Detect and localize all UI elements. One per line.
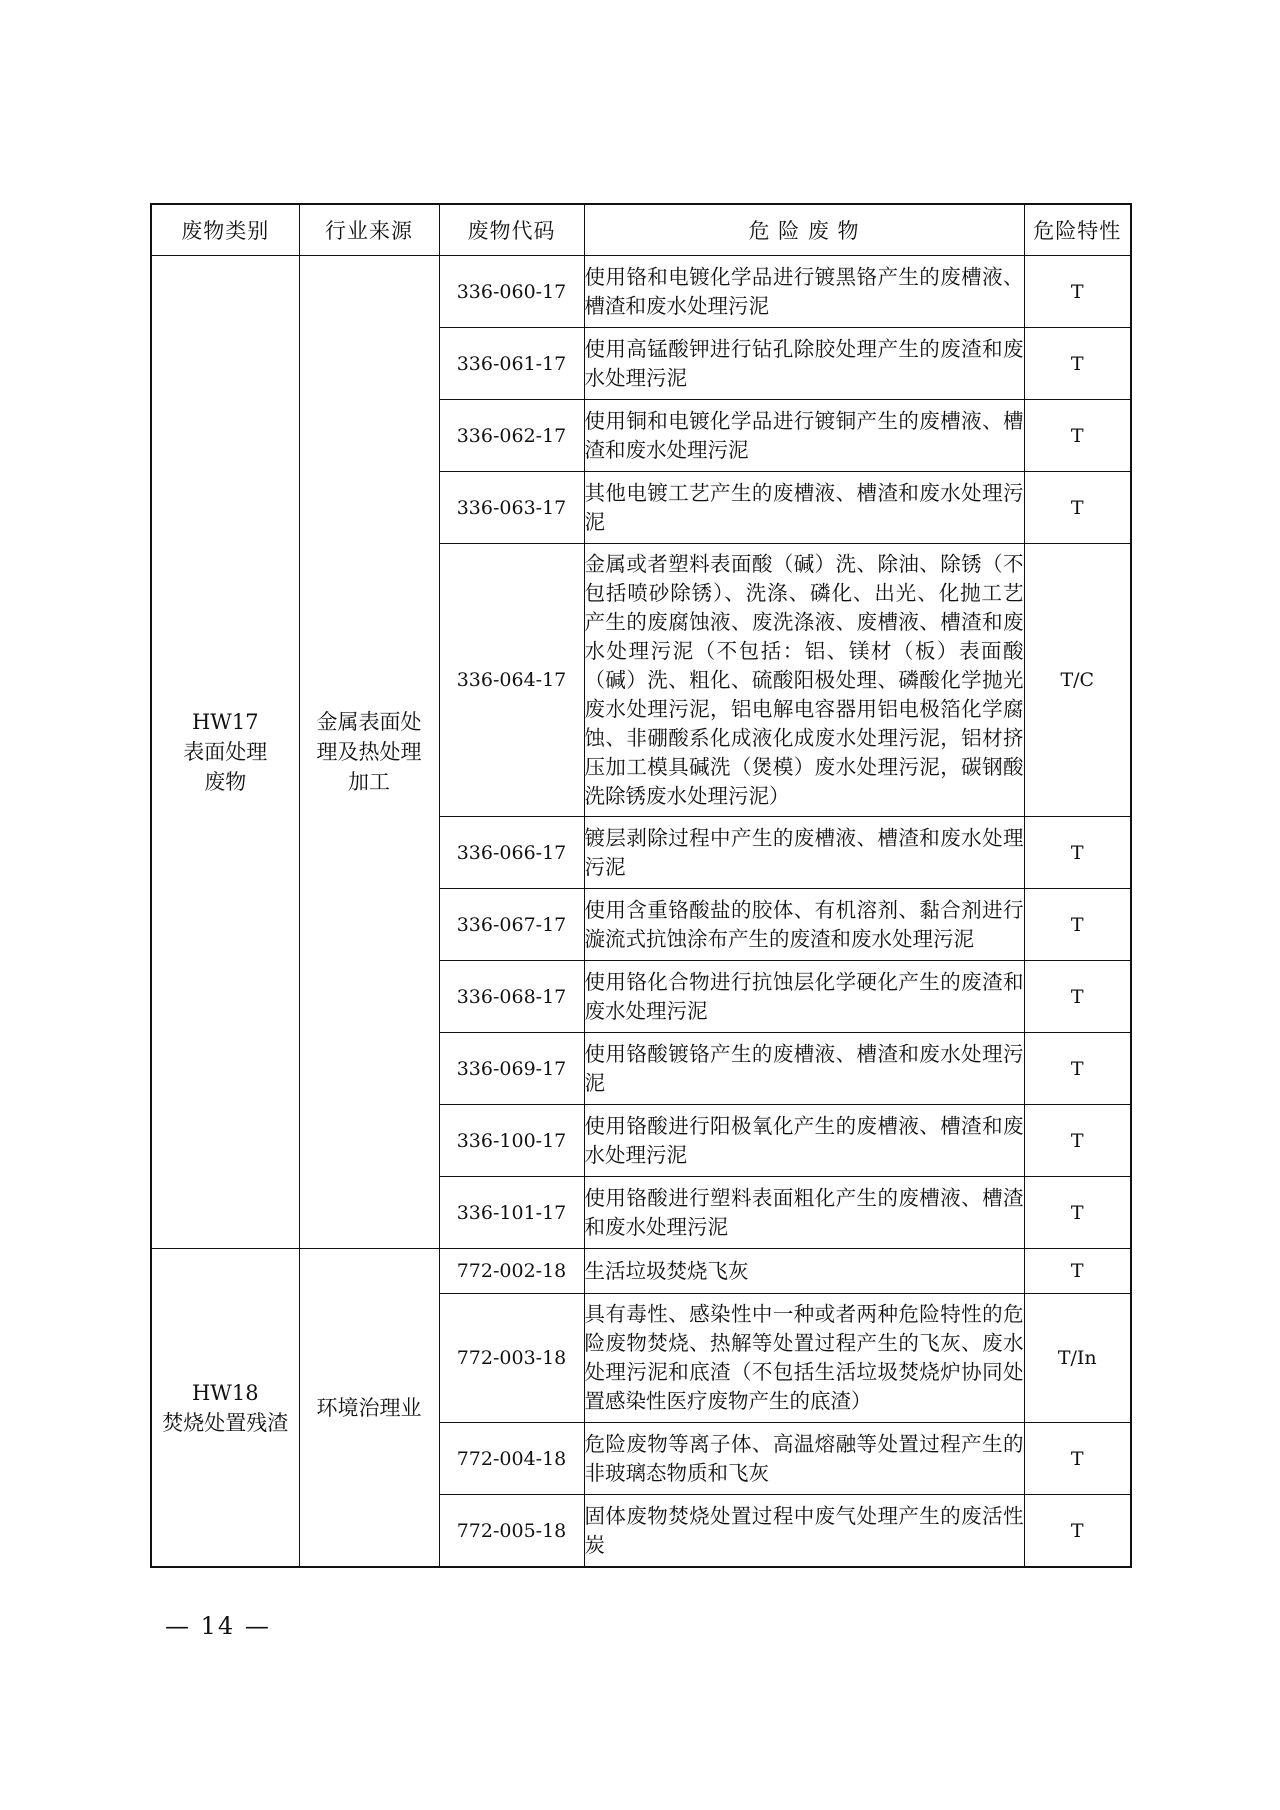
header-waste-code: 废物代码	[439, 204, 584, 256]
category-code: HW17	[191, 710, 259, 734]
waste-code: 336-067-17	[439, 889, 584, 961]
waste-code: 336-061-17	[439, 328, 584, 400]
header-waste-category: 废物类别	[151, 204, 299, 256]
waste-code: 336-068-17	[439, 961, 584, 1033]
page-number	[165, 1612, 271, 1640]
waste-description: 使用铬酸镀铬产生的废槽液、槽渣和废水处理污泥	[584, 1033, 1024, 1105]
hazard-property: T	[1024, 1177, 1131, 1249]
source-line: 金属表面处	[316, 710, 422, 734]
waste-description: 使用铬化合物进行抗蚀层化学硬化产生的废渣和废水处理污泥	[584, 961, 1024, 1033]
hazard-property: T	[1024, 328, 1131, 400]
waste-description: 金属或者塑料表面酸（碱）洗、除油、除锈（不包括喷砂除锈）、洗涤、磷化、出光、化抛工艺产生的废腐蚀液、废洗涤液、废槽液、槽渣和废水处理污泥（不包括：铝、镁材（板）表面酸（碱）洗、粗化、硫酸阳极处理、磷酸化学抛光废水处理污泥，铝电解电容器用铝电极箔化学腐蚀、非硼酸系化成液化成废水处理污泥，铝材挤压加工模具碱洗（煲模）废水处理污泥，碳钢酸洗除锈废水处理污泥）	[584, 544, 1024, 817]
waste-description: 镀层剥除过程中产生的废槽液、槽渣和废水处理污泥	[584, 817, 1024, 889]
source-line: 加工	[348, 770, 390, 794]
waste-code: 336-064-17	[439, 544, 584, 817]
source-line: 理及热处理	[316, 740, 422, 764]
waste-code: 336-062-17	[439, 400, 584, 472]
category-cell-hw18	[151, 1249, 299, 1568]
hazardous-waste-table	[150, 203, 1132, 1568]
waste-code: 772-004-18	[439, 1423, 584, 1495]
waste-description: 其他电镀工艺产生的废槽液、槽渣和废水处理污泥	[584, 472, 1024, 544]
hazard-property: T	[1024, 1495, 1131, 1568]
source-cell-environmental	[299, 1249, 439, 1568]
table-header-row	[151, 204, 1131, 256]
source-cell-metal-surface	[299, 256, 439, 1249]
table-row	[151, 256, 1131, 328]
waste-description: 使用铜和电镀化学品进行镀铜产生的废槽液、槽渣和废水处理污泥	[584, 400, 1024, 472]
hazard-property: T	[1024, 817, 1131, 889]
table-row	[151, 1249, 1131, 1294]
page-number-value: 14	[200, 1612, 236, 1640]
waste-code: 772-002-18	[439, 1249, 584, 1294]
hazard-property: T	[1024, 1105, 1131, 1177]
source-line: 环境治理业	[316, 1395, 422, 1420]
waste-description: 使用含重铬酸盐的胶体、有机溶剂、黏合剂进行漩流式抗蚀涂布产生的废渣和废水处理污泥	[584, 889, 1024, 961]
hazard-property: T	[1024, 889, 1131, 961]
page-dash-right: —	[244, 1612, 271, 1640]
waste-code: 336-066-17	[439, 817, 584, 889]
waste-code: 336-100-17	[439, 1105, 584, 1177]
waste-code: 336-063-17	[439, 472, 584, 544]
waste-code: 336-101-17	[439, 1177, 584, 1249]
hazard-property: T/In	[1024, 1294, 1131, 1423]
category-name-line: 焚烧处置残渣	[162, 1410, 289, 1435]
waste-description: 固体废物焚烧处置过程中废气处理产生的废活性炭	[584, 1495, 1024, 1568]
waste-description: 危险废物等离子体、高温熔融等处置过程产生的非玻璃态物质和飞灰	[584, 1423, 1024, 1495]
waste-code: 336-069-17	[439, 1033, 584, 1105]
hazard-property: T	[1024, 1423, 1131, 1495]
hazard-property: T	[1024, 1249, 1131, 1294]
header-industry-source: 行业来源	[299, 204, 439, 256]
hazard-property: T	[1024, 961, 1131, 1033]
category-cell-hw17	[151, 256, 299, 1249]
category-code: HW18	[191, 1380, 259, 1405]
header-hazardous-waste: 危 险 废 物	[584, 204, 1024, 256]
waste-description: 使用高锰酸钾进行钻孔除胶处理产生的废渣和废水处理污泥	[584, 328, 1024, 400]
hazard-property: T/C	[1024, 544, 1131, 817]
waste-description: 使用铬和电镀化学品进行镀黑铬产生的废槽液、槽渣和废水处理污泥	[584, 256, 1024, 328]
waste-code: 336-060-17	[439, 256, 584, 328]
waste-description: 使用铬酸进行塑料表面粗化产生的废槽液、槽渣和废水处理污泥	[584, 1177, 1024, 1249]
category-name-line: 表面处理	[183, 740, 268, 764]
waste-description: 生活垃圾焚烧飞灰	[584, 1249, 1024, 1294]
category-name-line: 废物	[204, 770, 247, 794]
hazard-property: T	[1024, 1033, 1131, 1105]
header-hazard-property: 危险特性	[1024, 204, 1131, 256]
page-dash-left: —	[165, 1612, 191, 1640]
waste-description: 具有毒性、感染性中一种或者两种危险特性的危险废物焚烧、热解等处置过程产生的飞灰、废水处理污泥和底渣（不包括生活垃圾焚烧炉协同处置感染性医疗废物产生的底渣）	[584, 1294, 1024, 1423]
hazard-property: T	[1024, 472, 1131, 544]
hazard-property: T	[1024, 256, 1131, 328]
waste-description: 使用铬酸进行阳极氧化产生的废槽液、槽渣和废水处理污泥	[584, 1105, 1024, 1177]
waste-code: 772-003-18	[439, 1294, 584, 1423]
waste-code: 772-005-18	[439, 1495, 584, 1568]
hazard-property: T	[1024, 400, 1131, 472]
